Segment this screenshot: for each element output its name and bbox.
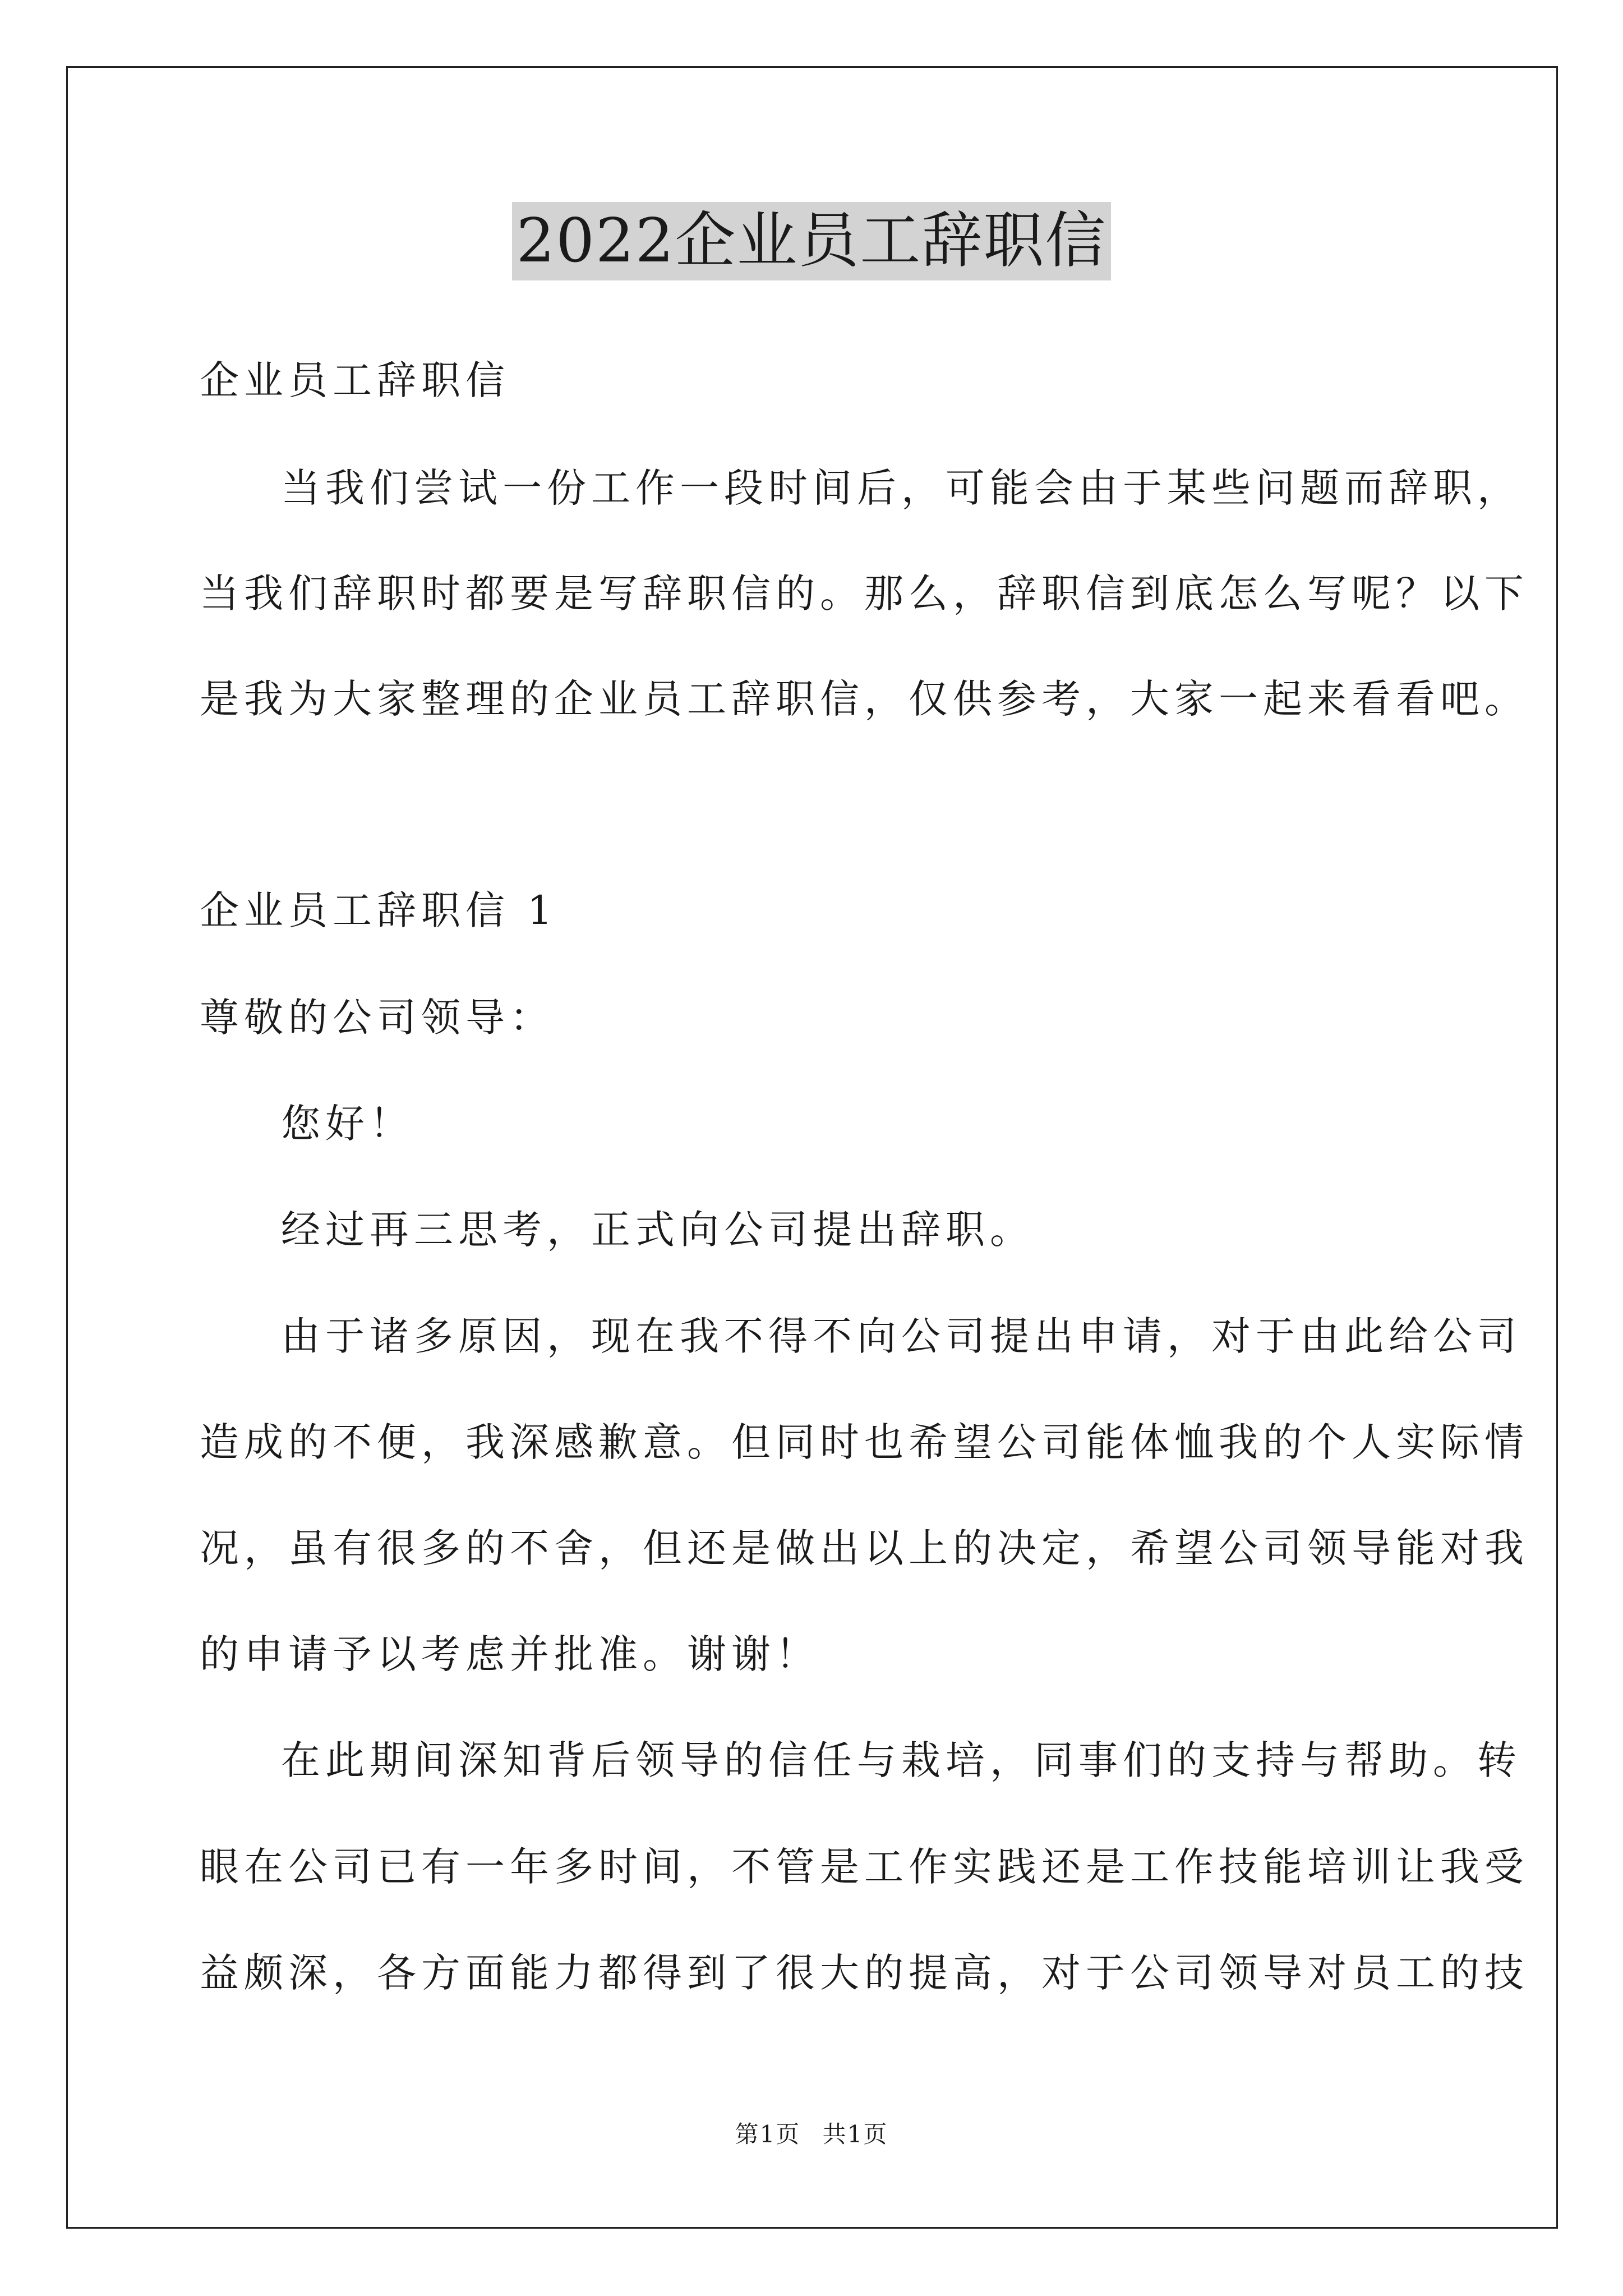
page-number-current: 第1页 xyxy=(735,2120,801,2148)
section-heading: 企业员工辞职信 1 xyxy=(200,887,557,933)
paragraph-2-line-2: 造成的不便，我深感歉意。但同时也希望公司能体恤我的个人实际情 xyxy=(200,1419,1529,1465)
document-subtitle: 企业员工辞职信 xyxy=(200,357,510,403)
document-title: 2022企业员工辞职信 xyxy=(512,202,1112,280)
paragraph-3-line-3: 益颇深，各方面能力都得到了很大的提高，对于公司领导对员工的技 xyxy=(200,1950,1529,1996)
page-footer xyxy=(0,2118,1623,2151)
intro-line-1: 当我们尝试一份工作一段时间后，可能会由于某些问题而辞职， xyxy=(281,465,1521,511)
paragraph-2-line-3: 况，虽有很多的不舍，但还是做出以上的决定，希望公司领导能对我 xyxy=(200,1525,1529,1571)
paragraph-3-line-1: 在此期间深知背后领导的信任与栽培，同事们的支持与帮助。转 xyxy=(281,1737,1521,1783)
title-container xyxy=(0,202,1623,280)
salutation: 尊敬的公司领导： xyxy=(200,995,554,1041)
intro-line-2: 当我们辞职时都要是写辞职信的。那么，辞职信到底怎么写呢？以下 xyxy=(200,570,1529,616)
paragraph-2-line-1: 由于诸多原因，现在我不得不向公司提出申请，对于由此给公司 xyxy=(281,1313,1521,1359)
greeting: 您好！ xyxy=(281,1101,414,1147)
paragraph-2-line-4: 的申请予以考虑并批准。谢谢！ xyxy=(200,1631,820,1677)
paragraph-3-line-2: 眼在公司已有一年多时间，不管是工作实践还是工作技能培训让我受 xyxy=(200,1844,1529,1890)
page-number-total: 共1页 xyxy=(822,2120,888,2148)
paragraph-1: 经过再三思考，正式向公司提出辞职。 xyxy=(281,1207,1034,1253)
intro-line-3: 是我为大家整理的企业员工辞职信，仅供参考，大家一起来看看吧。 xyxy=(200,676,1529,722)
